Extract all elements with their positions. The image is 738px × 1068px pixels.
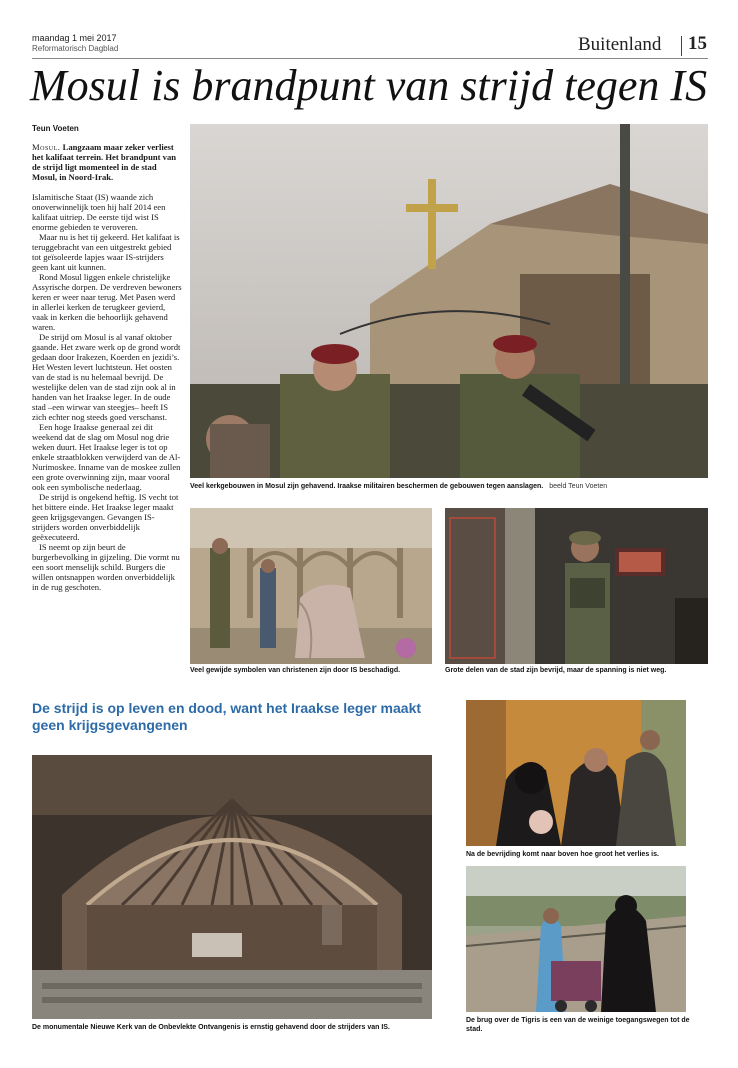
issue-date: maandag 1 mei 2017: [32, 33, 117, 43]
article-paragraph: Een hoge Iraakse generaal zei dit weekend dat de slag om Mosul nog drie weken duurt. Het Iraakse leger is tot op enkele straatblokken verwijderd van de Al-Nurimoskee. Inname van de moskee zullen een grote overwinning zijn, maar vooral ook een symbolische nederlaag.: [32, 422, 181, 492]
article-paragraph: De strijd om Mosul is al vanaf oktober gaande. Het zware werk op de grond wordt gedaan door Irakezen, Koerden en jezidi’s. Het Westen levert luchtsteun. Het oosten van de stad is nu helemaal bevrijd. De westelijke delen van de stad zijn ook al in handen van het Iraakse leger. In de oude stad –een wirwar van steegjes– heeft IS zich echter nog steeds goed verschanst.: [32, 332, 181, 422]
article-lead: [32, 142, 182, 182]
photo-credit: beeld Teun Voeten: [549, 483, 608, 490]
photo-tigris-bridge: [466, 866, 686, 1012]
article-paragraph: Maar nu is het tij gekeerd. Het kalifaat is teruggebracht van een uitgestrekt gebied tot geïsoleerde lapjes waar IS-strijders geen kant uit kunnen.: [32, 232, 180, 272]
dateline: Mosul.: [32, 142, 61, 152]
byline: Teun Voeten: [32, 124, 79, 133]
header-rule: [32, 58, 708, 59]
bridge-photo-caption: De brug over de Tigris is een van de weinige toegangswegen tot de stad.: [466, 1017, 690, 1033]
soldier-photo-caption: Grote delen van de stad zijn bevrijd, maar de spanning is niet weg.: [445, 667, 667, 674]
headline: Mosul is brandpunt van strijd tegen IS: [30, 61, 708, 110]
article-paragraph: Rond Mosul liggen enkele christelijke Assyrische dorpen. De verdreven bewoners keren er weer naar terug. Met Pasen werd in allerlei kerken de terugkeer gevierd, vaak in kerken die behoorlijk gehavend waren.: [32, 272, 182, 332]
article-paragraph: Islamitische Staat (IS) waande zich onoverwinnelijk toen hij half 2014 een kalifaat uitriep. De eerste tijd wist IS enorme gebieden te veroveren.: [32, 192, 166, 232]
newspaper-name: Reformatorisch Dagblad: [32, 44, 119, 53]
header-divider: [681, 36, 682, 56]
photo-burned-church: [32, 755, 432, 1019]
article-paragraph: De strijd is ongekend heftig. IS vecht tot het bittere einde. Het Iraakse leger maakt geen krijgsgevangen. Gevangen IS-strijders worden onverbiddelijk geëxecuteerd.: [32, 492, 179, 542]
church-photo-caption: De monumentale Nieuwe Kerk van de Onbevlekte Ontvangenis is ernstig gehavend door de strijders van IS.: [32, 1024, 390, 1031]
photo-grieving-women: [466, 700, 686, 846]
women-photo-caption: Na de bevrijding komt naar boven hoe groot het verlies is.: [466, 851, 659, 858]
lead-text: Langzaam maar zeker verliest het kalifaat terrein. Het brandpunt van de strijd ligt momenteel in de stad Mosul, in Noord-Irak.: [32, 142, 177, 182]
statue-photo-caption: Veel gewijde symbolen van christenen zijn door IS beschadigd.: [190, 667, 401, 674]
page-number: 15: [688, 33, 707, 54]
photo-damaged-statue: [190, 508, 432, 664]
main-photo-soldiers-church: [190, 124, 708, 478]
photo-soldier-doorway: [445, 508, 708, 664]
pull-quote: De strijd is op leven en dood, want het Iraakse leger maakt geen krijgsgevangenen: [32, 700, 422, 733]
caption-text: Veel kerkgebouwen in Mosul zijn gehavend. Iraakse militairen beschermen de gebouwen tegen aanslagen.: [190, 483, 544, 490]
article-body: [32, 142, 182, 592]
article-paragraph: IS neemt op zijn beurt de burgerbevolking in gijzeling. Die vormt nu een soort menselijk schild. Burgers die willen ontsnappen worden onverbiddelijk in de rug geschoten.: [32, 542, 180, 592]
main-photo-caption: [190, 482, 708, 491]
section-title: Buitenland: [578, 34, 662, 55]
